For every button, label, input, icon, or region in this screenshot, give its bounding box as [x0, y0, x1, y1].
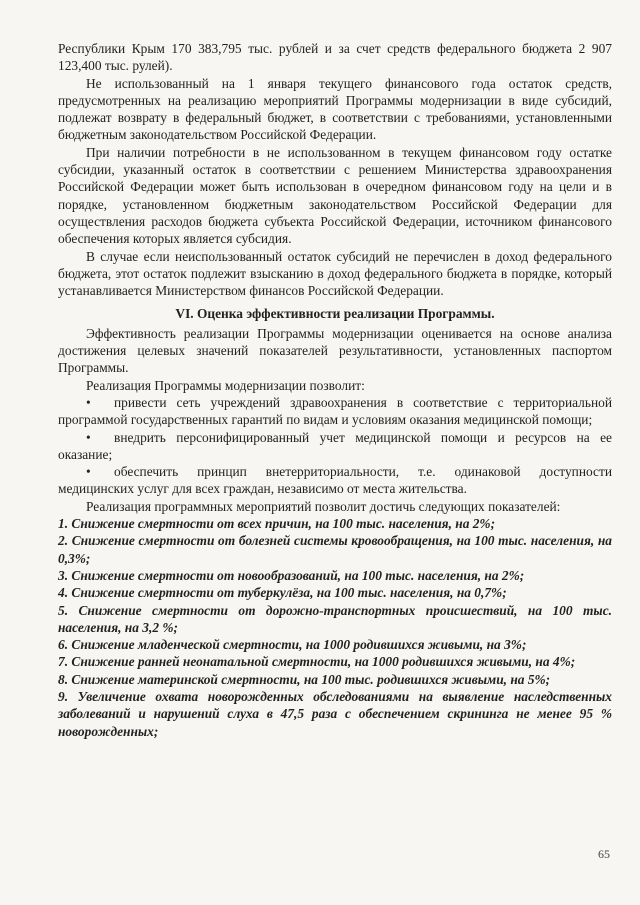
section-heading: VI. Оценка эффективности реализации Программы.	[175, 306, 495, 322]
indicator-item: 5. Снижение смертности от дорожно-транспортных происшествий, на 100 тыс. населения, на 3,2 %;	[58, 602, 612, 635]
indicator-item: 8. Снижение материнской смертности, на 100 тыс. родившихся живыми, на 5%;	[58, 671, 551, 687]
paragraph-balance-recovery: В случае если неиспользованный остаток субсидий не перечислен в доход федерального бюджета, этот остаток подлежит взысканию в доход федерального бюджета в порядке, который устанавливается Министерством финансов Российской Федерации.	[58, 248, 612, 299]
paragraph-indicators-intro: Реализация программных мероприятий позволит достичь следующих показателей:	[86, 498, 561, 514]
page-number: 65	[598, 847, 610, 861]
paragraph-unused-balance-return: Не использованный на 1 января текущего финансового года остаток средств, предусмотренных на реализацию мероприятий Программы модернизации в виде субсидий, подлежат возврату в федеральный бюджет, в соответствии с требованиями, установленными бюджетным законодательством Российской Федерации.	[58, 75, 612, 143]
indicator-item: 4. Снижение смертности от туберкулёза, на 100 тыс. населения, на 0,7%;	[58, 585, 507, 601]
indicator-item: 6. Снижение младенческой смертности, на 1000 родившихся живыми, на 3%;	[58, 637, 527, 653]
paragraph-efficiency-evaluation: Эффективность реализации Программы модернизации оценивается на основе анализа достижения целевых значений показателей результативности, установленных паспортом Программы.	[58, 325, 612, 376]
bullet-marker: •	[86, 464, 91, 480]
indicator-item: 7. Снижение ранней неонатальной смертности, на 1000 родившихся живыми, на 4%;	[58, 654, 576, 670]
indicator-item: 9. Увеличение охвата новорожденных обследованиями на выявление наследственных заболеваний и нарушений слуха в 47,5 раза с обеспечением скрининга не менее 95 % новорожденных;	[58, 688, 612, 739]
bullet-item	[58, 463, 612, 498]
bullet-marker: •	[86, 429, 91, 445]
paragraph-program-allows: Реализация Программы модернизации позволит:	[86, 377, 365, 393]
indicator-item: 3. Снижение смертности от новообразований, на 100 тыс. населения, на 2%;	[58, 567, 525, 583]
paragraph-funding-continuation: Республики Крым 170 383,795 тыс. рублей и за счет средств федерального бюджета 2 907 123,400 тыс. рулей).	[58, 41, 612, 74]
bullet-item	[58, 394, 612, 429]
bullet-text: внедрить персонифицированный учет медицинской помощи и ресурсов на ее оказание;	[58, 429, 612, 462]
bullet-text: привести сеть учреждений здравоохранения в соответствие с территориальной программой государственных гарантий по видам и условиям оказания медицинской помощи;	[58, 394, 612, 428]
bullet-text: обеспечить принцип внетерриториальности, т.е. одинаковой доступности медицинских услуг для всех граждан, независимо от места жительства.	[58, 464, 612, 497]
bullet-marker: •	[86, 394, 91, 410]
indicator-item: 2. Снижение смертности от болезней системы кровообращения, на 100 тыс. населения, на 0,3%;	[58, 533, 612, 566]
indicator-item: 1. Снижение смертности от всех причин, на 100 тыс. населения, на 2%;	[58, 516, 496, 532]
paragraph-balance-reuse: При наличии потребности в не использованном в текущем финансовом году остатке субсидии, указанный остаток в соответствии с решением Министерства здравоохранения Российской Федерации может быть использован в очередном финансовом году на цели и в порядке, установленном бюджетным законодательством Российской Федерации для осуществления расходов бюджета субъекта Российской Федерации, источником финансового обеспечения которых является субсидия.	[58, 144, 612, 247]
bullet-item	[58, 429, 612, 464]
